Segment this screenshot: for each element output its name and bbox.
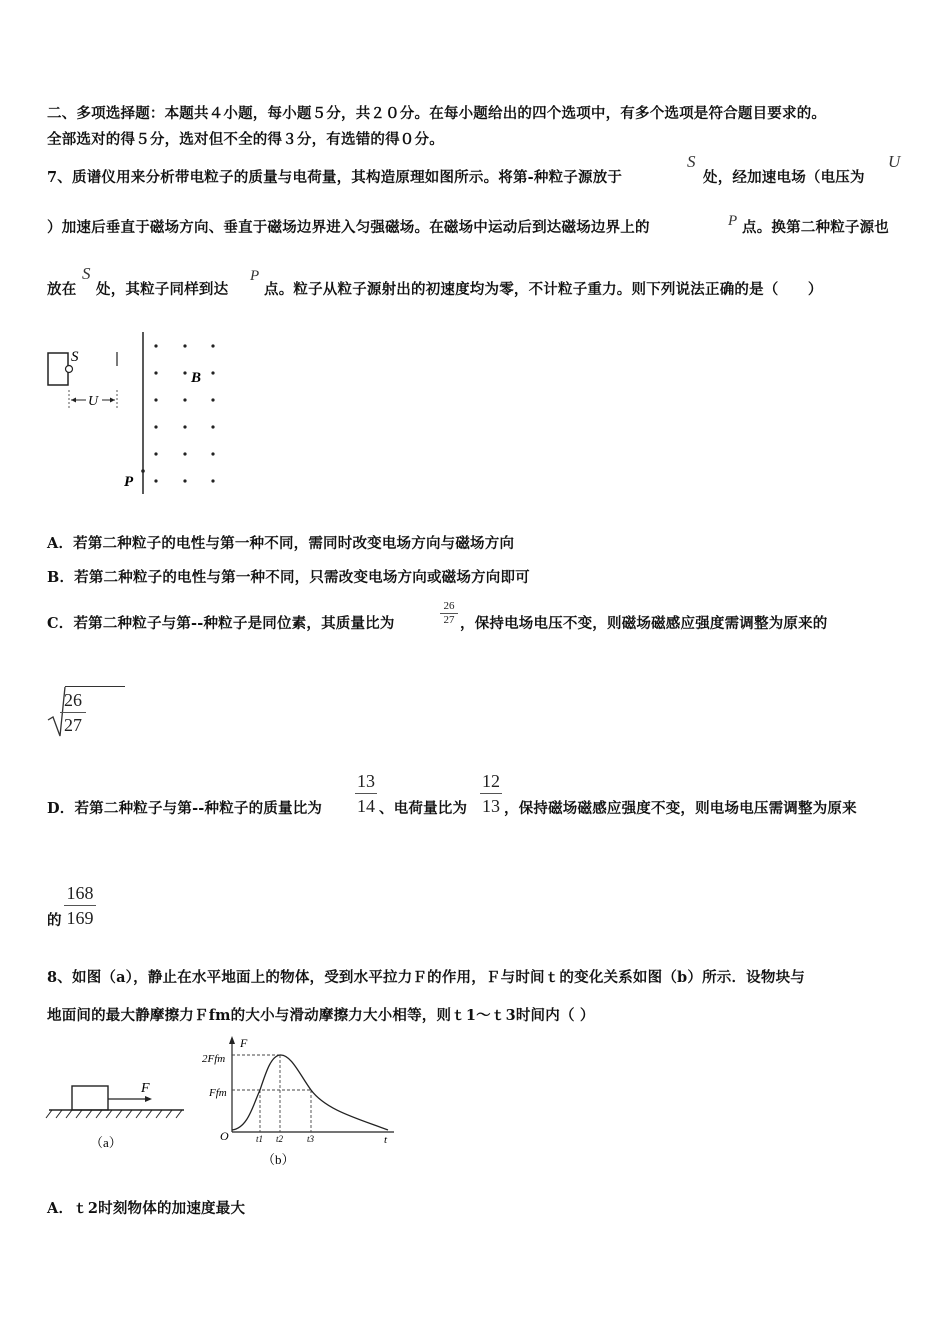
magnetic-field-dots	[154, 344, 214, 482]
t-axis-label: t	[384, 1134, 388, 1146]
figure-label-u: U	[88, 394, 99, 409]
fraction-numerator: 168	[64, 881, 96, 906]
mass-spectrometer-figure	[40, 328, 240, 498]
force-curve	[232, 1055, 388, 1130]
t1-label: t1	[256, 1134, 264, 1144]
q7-stem-line3-mid: 处，其粒子同样到达	[96, 281, 229, 298]
q7-stem-line2-tail: 点。换第二种粒子源也	[742, 219, 889, 236]
ground-hatching	[46, 1110, 182, 1118]
q7-option-c-tail: ，保持电场电压不变，则磁场磁感应强度需调整为原来的	[460, 615, 828, 632]
q7-symbol-s: S	[687, 152, 696, 171]
figure-a-caption: （a）	[90, 1135, 122, 1150]
figure-b-caption: （b）	[262, 1152, 295, 1167]
q8-stem-line1: 8、如图（a），静止在水平地面上的物体，受到水平拉力Ｆ的作用，Ｆ与时间ｔ的变化关系如图（b）所示．设物块与	[47, 969, 805, 986]
q7-stem-line1: 7、质谱仪用来分析带电粒子的质量与电荷量，其构造原理如图所示。将第-种粒子源放于	[47, 169, 623, 186]
figure-a-block-on-ground	[44, 1074, 189, 1154]
exit-point	[141, 469, 145, 473]
section-heading: 二、多项选择题：本题共４小题，每小题５分，共２０分。在每小题给出的四个选项中，有多个选项是符合题目要求的。	[47, 105, 827, 122]
force-label: F	[141, 1081, 150, 1096]
arrowhead-right	[110, 398, 115, 403]
block	[72, 1086, 108, 1110]
q7-option-a[interactable]: A．若第二种粒子的电性与第一种不同，需同时改变电场方向与磁场方向	[47, 535, 515, 552]
fraction-denominator: 13	[482, 796, 500, 816]
arrowhead-left	[71, 398, 76, 403]
q7-option-d-charge-ratio	[480, 769, 502, 818]
fraction-denominator: 27	[64, 715, 82, 735]
q7-option-d-tail: ，保持磁场磁感应强度不变，则电场电压需调整为原来	[504, 800, 857, 817]
q7-option-d[interactable]: D．若第二种粒子与第--种粒子的质量比为	[47, 800, 323, 817]
q7-option-c[interactable]: C．若第二种粒子与第--种粒子是同位素，其质量比为	[47, 615, 395, 632]
q7-stem-line3: 放在	[47, 281, 77, 298]
q8-option-a[interactable]: A．ｔ2时刻物体的加速度最大	[47, 1200, 246, 1217]
q7-stem-line1-tail: 处，经加速电场（电压为	[703, 169, 865, 186]
t2-label: t2	[276, 1134, 284, 1144]
q7-option-c-sqrt-fraction	[60, 688, 86, 737]
fraction-numerator: 26	[440, 600, 458, 614]
q7-option-d-mass-ratio	[355, 769, 377, 818]
origin-label: O	[220, 1129, 229, 1143]
figure-label-s: S	[71, 349, 79, 365]
figure-b-force-time-graph	[196, 1030, 406, 1172]
q7-symbol-p: P	[728, 213, 738, 229]
figure-label-p: P	[124, 474, 134, 490]
source-point	[66, 366, 73, 373]
q7-option-c-fraction	[440, 600, 458, 627]
label-ffm: Ffm	[209, 1087, 227, 1099]
fraction-numerator: 13	[355, 769, 377, 794]
q7-option-b[interactable]: B．若第二种粒子的电性与第一种不同，只需改变电场方向或磁场方向即可	[47, 569, 530, 586]
q7-symbol-u: U	[888, 152, 901, 171]
fraction-numerator: 26	[60, 688, 86, 713]
q7-option-d-end: 的	[47, 912, 62, 929]
q7-option-d-mid: 、电荷量比为	[379, 800, 468, 817]
t3-label: t3	[307, 1134, 315, 1144]
q8-stem-line2: 地面间的最大静摩擦力Ｆfm的大小与滑动摩擦力大小相等，则ｔ1～ｔ3时间内（ ）	[47, 1007, 595, 1024]
q7-symbol-s-2: S	[82, 264, 91, 283]
q7-symbol-p-2: P	[250, 268, 260, 284]
force-arrowhead	[145, 1096, 152, 1102]
f-axis-label: F	[240, 1036, 248, 1050]
q7-option-d-answer-fraction	[64, 881, 96, 930]
label-2ffm: 2Ffm	[202, 1053, 226, 1065]
q7-stem-line3-tail: 点。粒子从粒子源射出的初速度均为零，不计粒子重力。则下列说法正确的是（ ）	[264, 281, 823, 298]
fraction-numerator: 12	[480, 769, 502, 794]
figure-label-b: B	[191, 370, 202, 386]
section-scoring-note: 全部选对的得５分，选对但不全的得３分，有选错的得０分。	[47, 131, 444, 148]
q7-stem-line2: ）加速后垂直于磁场方向、垂直于磁场边界进入匀强磁场。在磁场中运动后到达磁场边界上的	[47, 219, 650, 236]
fraction-denominator: 14	[357, 796, 375, 816]
f-axis-arrowhead	[229, 1036, 235, 1044]
fraction-denominator: 169	[66, 908, 94, 928]
fraction-denominator: 27	[443, 614, 455, 626]
sqrt-overline	[65, 686, 125, 687]
